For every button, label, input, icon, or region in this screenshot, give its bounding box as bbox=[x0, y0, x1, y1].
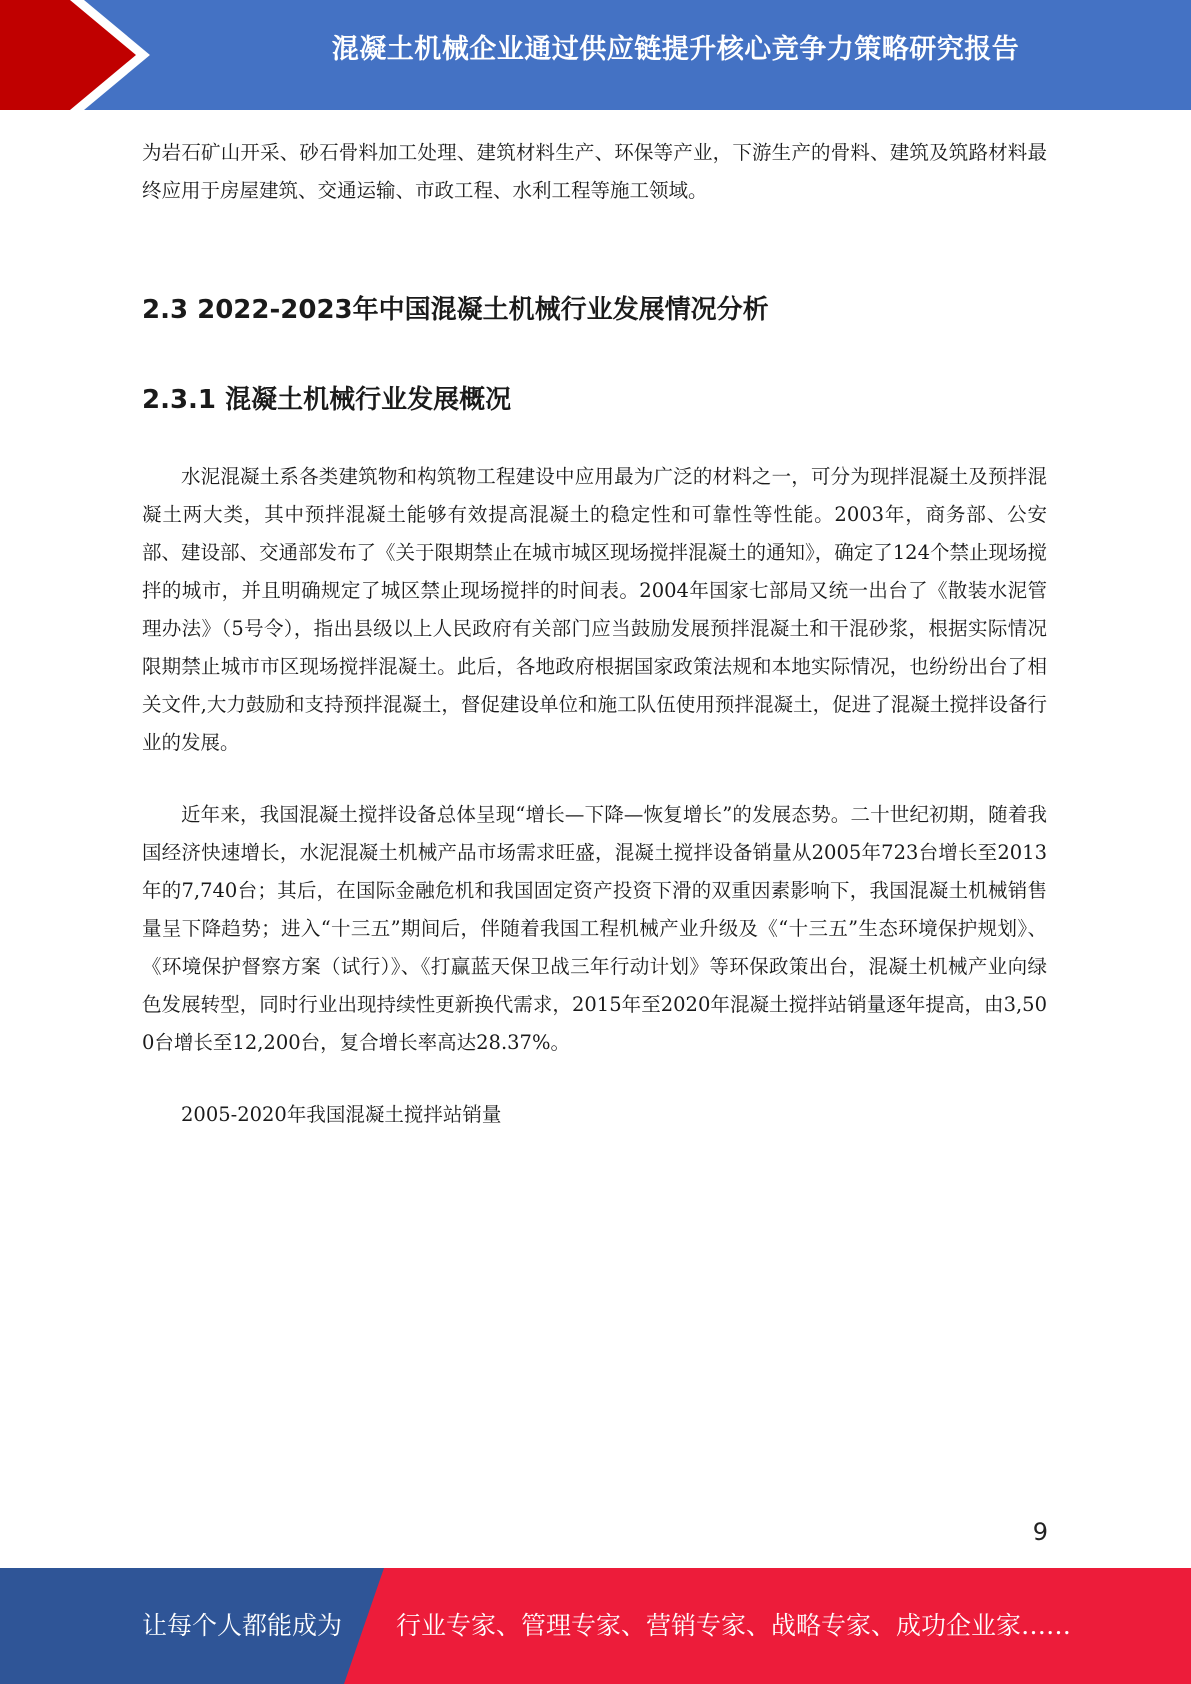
header-chevron-icon bbox=[0, 0, 160, 110]
intro-paragraph: 为岩石矿山开采、砂石骨料加工处理、建筑材料生产、环保等产业，下游生产的骨料、建筑及筑路材料最终应用于房屋建筑、交通运输、市政工程、水利工程等施工领域。 bbox=[142, 141, 1047, 202]
document-body bbox=[142, 134, 1047, 1134]
figure-caption: 2005-2020年我国混凝土搅拌站销量 bbox=[181, 1103, 502, 1126]
footer-slogan-left: 让每个人都能成为 bbox=[142, 1611, 343, 1640]
page-footer bbox=[0, 1568, 1191, 1684]
body-paragraph-2: 近年来，我国混凝土搅拌设备总体呈现“增长—下降—恢复增长”的发展态势。二十世纪初期，随着我国经济快速增长，水泥混凝土机械产品市场需求旺盛，混凝土搅拌设备销量从2005年723台增长至2013年的7,740台；其后，在国际金融危机和我国固定资产投资下滑的双重因素影响下，我国混凝土机械销售量呈下降趋势；进入“十三五”期间后，伴随着我国工程机械产业升级及《“十三五”生态环境保护规划》、《环境保护督察方案（试行）》、《打赢蓝天保卫战三年行动计划》等环保政策出台，混凝土机械产业向绿色发展转型，同时行业出现持续性更新换代需求，2015年至2020年混凝土搅拌站销量逐年提高，由3,500台增长至12,200台，复合增长率高达28.37%。 bbox=[142, 803, 1047, 1054]
page-number: 9 bbox=[1032, 1518, 1048, 1546]
body-paragraph-1: 水泥混凝土系各类建筑物和构筑物工程建设中应用最为广泛的材料之一，可分为现拌混凝土及预拌混凝土两大类，其中预拌混凝土能够有效提高混凝土的稳定性和可靠性等性能。2003年，商务部、公安部、建设部、交通部发布了《关于限期禁止在城市城区现场搅拌混凝土的通知》，确定了124个禁止现场搅拌的城市，并且明确规定了城区禁止现场搅拌的时间表。2004年国家七部局又统一出台了《散装水泥管理办法》（5号令），指出县级以上人民政府有关部门应当鼓励发展预拌混凝土和干混砂浆，根据实际情况限期禁止城市市区现场搅拌混凝土。此后，各地政府根据国家政策法规和本地实际情况，也纷纷出台了相关文件,大力鼓励和支持预拌混凝土，督促建设单位和施工队伍使用预拌混凝土，促进了混凝土搅拌设备行业的发展。 bbox=[142, 465, 1047, 754]
footer-slogan-right: 行业专家、管理专家、营销专家、战略专家、成功企业家…… bbox=[396, 1611, 1072, 1640]
report-title: 混凝土机械企业通过供应链提升核心竞争力策略研究报告 bbox=[331, 34, 1020, 65]
subsection-heading: 2.3.1 混凝土机械行业发展概况 bbox=[142, 385, 512, 415]
section-heading: 2.3 2022-2023年中国混凝土机械行业发展情况分析 bbox=[142, 295, 769, 325]
page-header bbox=[0, 0, 1191, 110]
